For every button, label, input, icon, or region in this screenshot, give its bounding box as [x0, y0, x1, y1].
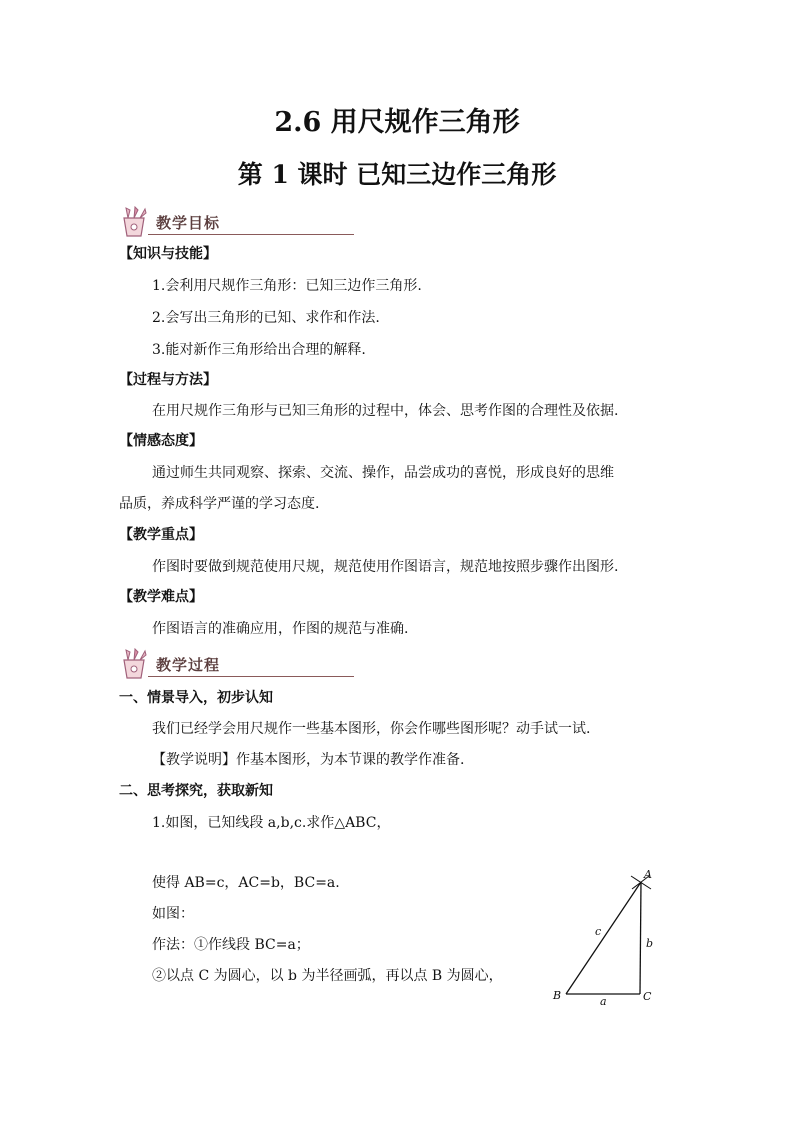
- method-text: 在用尺规作三角形与已知三角形的过程中，体会、思考作图的合理性及依据.: [152, 403, 619, 419]
- banner-underline: [148, 676, 354, 677]
- key-heading: 【教学重点】: [119, 527, 203, 543]
- label-side-a: a: [600, 995, 607, 1008]
- knowledge-item: 3.能对新作三角形给出合理的解释.: [152, 342, 366, 358]
- knowledge-heading: 【知识与技能】: [119, 246, 217, 262]
- section1-heading: 一、情景导入，初步认知: [119, 690, 273, 706]
- section2-line: 1.如图，已知线段 a,b,c.求作△ABC，: [152, 815, 391, 831]
- label-a-vertex: A: [644, 868, 652, 881]
- key-text: 作图时要做到规范使用尺规，规范使用作图语言，规范地按照步骤作出图形.: [152, 559, 619, 575]
- method-heading: 【过程与方法】: [119, 372, 217, 388]
- pencil-cup-icon: [118, 648, 152, 680]
- teaching-goals-banner: [118, 210, 268, 236]
- label-side-c: c: [595, 925, 602, 938]
- section1-note: 【教学说明】作基本图形，为本节课的教学作准备.: [152, 752, 465, 768]
- triangle-figure: [548, 862, 668, 1008]
- label-c-vertex: C: [643, 990, 652, 1003]
- difficulty-heading: 【教学难点】: [119, 589, 203, 605]
- segment-ab: [566, 882, 641, 994]
- label-side-b: b: [646, 937, 654, 950]
- pencil-cup-icon: [118, 206, 152, 238]
- section2-heading: 二、思考探究，获取新知: [119, 783, 273, 799]
- section2-line: ②以点 C 为圆心，以 b 为半径画弧，再以点 B 为圆心，: [152, 968, 503, 984]
- label-b-vertex: B: [553, 989, 562, 1002]
- emotion-heading: 【情感态度】: [119, 433, 203, 449]
- knowledge-item: 2.会写出三角形的已知、求作和作法.: [152, 310, 380, 326]
- teaching-process-banner: [118, 652, 268, 678]
- banner-label: 教学目标: [156, 214, 221, 232]
- banner-label: 教学过程: [156, 656, 221, 674]
- page-title: 2.6 用尺规作三角形: [274, 107, 520, 138]
- knowledge-item: 1.会利用尺规作三角形：已知三边作三角形.: [152, 278, 422, 294]
- banner-underline: [148, 234, 354, 235]
- emotion-text: 通过师生共同观察、探索、交流、操作，品尝成功的喜悦，形成良好的思维: [152, 465, 614, 481]
- section2-line: 使得 AB=c，AC=b，BC=a.: [152, 875, 340, 891]
- section2-line: 作法：①作线段 BC=a；: [152, 937, 310, 953]
- emotion-text-continued: 品质，养成科学严谨的学习态度.: [119, 496, 320, 512]
- difficulty-text: 作图语言的准确应用，作图的规范与准确.: [152, 621, 409, 637]
- section2-line: 如图：: [152, 906, 194, 922]
- section1-text: 我们已经学会用尺规作一些基本图形，你会作哪些图形呢？动手试一试.: [152, 721, 591, 737]
- segment-ac: [640, 882, 641, 994]
- lesson-subtitle: 第 1 课时 已知三边作三角形: [237, 160, 557, 189]
